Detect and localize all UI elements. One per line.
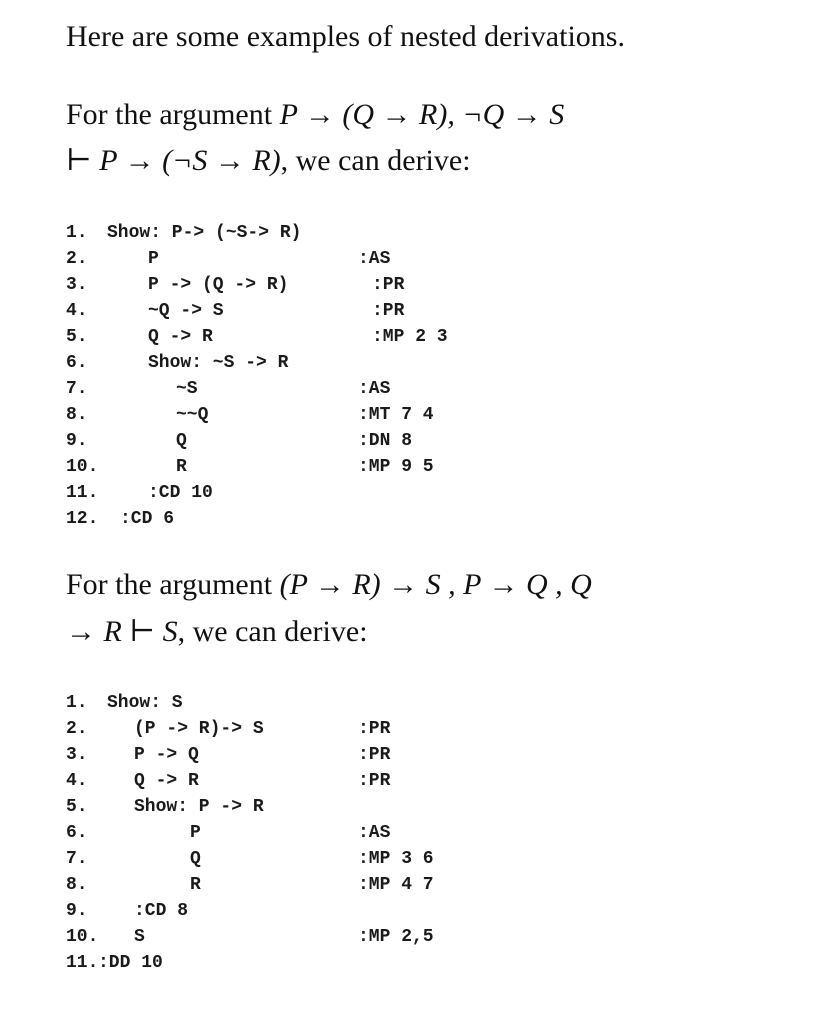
line-formula: ~Q -> S xyxy=(148,301,224,321)
line-formula: Q -> R xyxy=(148,327,213,347)
proof-line xyxy=(66,324,766,350)
line-number: 1. xyxy=(66,693,88,713)
argument2-formula-part2: → R ⊢ S xyxy=(66,615,178,648)
proof-line xyxy=(66,846,766,872)
proof-line xyxy=(66,350,766,376)
line-formula: R xyxy=(190,875,201,895)
line-number: 8. xyxy=(66,875,88,895)
line-justification: :AS xyxy=(358,379,391,399)
proof-line xyxy=(66,454,766,480)
line-number: 9. xyxy=(66,901,88,921)
proof-line xyxy=(66,690,766,716)
argument2-formula-part1: (P → R) → S , P → Q , Q xyxy=(279,568,592,601)
proof-line xyxy=(66,506,766,532)
line-justification: :MP 9 5 xyxy=(358,457,434,477)
line-number: 5. xyxy=(66,797,88,817)
proof-line xyxy=(66,402,766,428)
derivation-1 xyxy=(66,220,766,532)
line-number: 2. xyxy=(66,719,88,739)
proof-line xyxy=(66,872,766,898)
line-number: 6. xyxy=(66,353,88,373)
line-number: 9. xyxy=(66,431,88,451)
argument2-line1 xyxy=(66,568,592,602)
proof-line xyxy=(66,272,766,298)
argument2-suffix: , we can derive: xyxy=(177,615,368,648)
proof-line xyxy=(66,428,766,454)
line-number: 3. xyxy=(66,745,88,765)
line-number: 11. xyxy=(66,953,99,973)
line-formula: Q xyxy=(190,849,201,869)
line-number: 11. xyxy=(66,483,99,503)
line-justification: :PR xyxy=(372,275,405,295)
line-formula: S xyxy=(134,927,145,947)
line-justification: :PR xyxy=(358,771,391,791)
line-number: 3. xyxy=(66,275,88,295)
line-formula: P xyxy=(190,823,201,843)
line-formula: ~~Q xyxy=(176,405,209,425)
line-formula: :DD 10 xyxy=(98,953,163,973)
line-formula: :CD 8 xyxy=(134,901,189,921)
line-formula: Show: ~S -> R xyxy=(148,353,289,373)
proof-line xyxy=(66,298,766,324)
proof-line xyxy=(66,480,766,506)
line-formula: Show: P-> (~S-> R) xyxy=(107,223,302,243)
argument1-formula-part2: ⊢ P → (¬S → R) xyxy=(66,144,281,177)
argument2-prefix: For the argument xyxy=(66,568,280,601)
line-formula: Q -> R xyxy=(134,771,199,791)
line-number: 5. xyxy=(66,327,88,347)
proof-line xyxy=(66,768,766,794)
derivation-2 xyxy=(66,690,766,976)
line-number: 6. xyxy=(66,823,88,843)
line-formula: P -> (Q -> R) xyxy=(148,275,289,295)
line-justification: :PR xyxy=(372,301,405,321)
line-formula: R xyxy=(176,457,187,477)
line-formula: ~S xyxy=(176,379,198,399)
line-formula: :CD 10 xyxy=(148,483,213,503)
line-number: 1. xyxy=(66,223,88,243)
line-justification: :MT 7 4 xyxy=(358,405,434,425)
line-justification: :MP 3 6 xyxy=(358,849,434,869)
line-number: 4. xyxy=(66,301,88,321)
proof-line xyxy=(66,950,766,976)
line-formula: Show: P -> R xyxy=(134,797,264,817)
argument1-line1 xyxy=(66,98,564,132)
argument1-line2 xyxy=(66,143,471,178)
line-justification: :MP 2,5 xyxy=(358,927,434,947)
line-justification: :AS xyxy=(358,249,391,269)
proof-line xyxy=(66,924,766,950)
line-number: 2. xyxy=(66,249,88,269)
argument1-formula-part1: P → (Q → R), ¬Q → S xyxy=(279,98,565,131)
line-formula: P -> Q xyxy=(134,745,199,765)
proof-line xyxy=(66,794,766,820)
line-number: 12. xyxy=(66,509,99,529)
line-justification: :MP 4 7 xyxy=(358,875,434,895)
line-number: 7. xyxy=(66,379,88,399)
line-justification: :AS xyxy=(358,823,391,843)
line-justification: :PR xyxy=(358,745,391,765)
line-formula: P xyxy=(148,249,159,269)
line-number: 10. xyxy=(66,927,99,947)
proof-line xyxy=(66,220,766,246)
line-justification: :MP 2 3 xyxy=(372,327,448,347)
line-formula: Show: S xyxy=(107,693,183,713)
line-number: 8. xyxy=(66,405,88,425)
line-number: 4. xyxy=(66,771,88,791)
proof-line xyxy=(66,820,766,846)
line-number: 10. xyxy=(66,457,99,477)
line-justification: :PR xyxy=(358,719,391,739)
argument1-suffix: , we can derive: xyxy=(280,144,471,177)
line-number: 7. xyxy=(66,849,88,869)
line-formula: Q xyxy=(176,431,187,451)
argument2-line2 xyxy=(66,614,368,649)
intro-text: Here are some examples of nested derivations. xyxy=(66,20,625,53)
proof-line xyxy=(66,246,766,272)
line-formula: (P -> R)-> S xyxy=(134,719,264,739)
proof-line xyxy=(66,898,766,924)
proof-line xyxy=(66,742,766,768)
line-justification: :DN 8 xyxy=(358,431,413,451)
proof-line xyxy=(66,716,766,742)
argument1-prefix: For the argument xyxy=(66,98,280,131)
proof-line xyxy=(66,376,766,402)
line-formula: :CD 6 xyxy=(120,509,175,529)
